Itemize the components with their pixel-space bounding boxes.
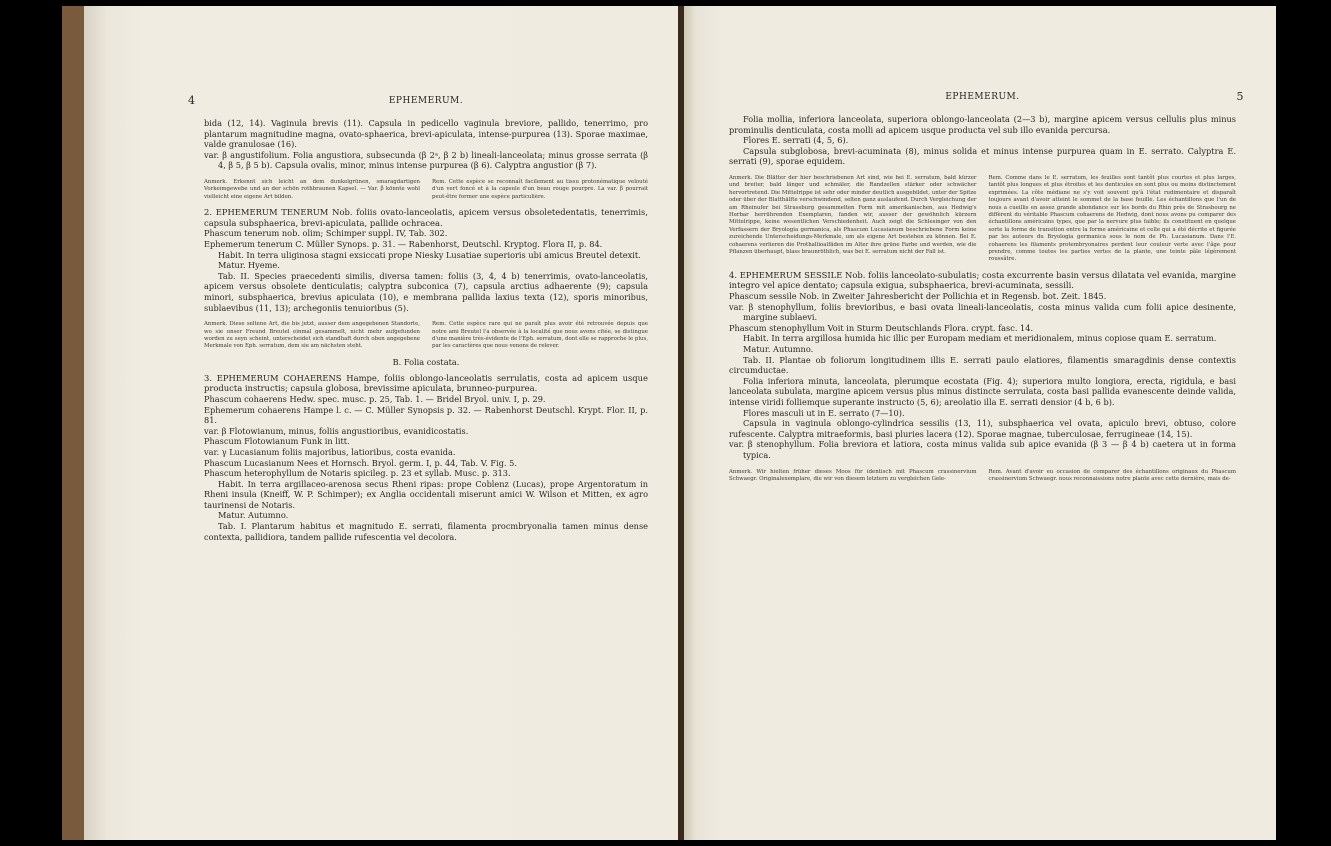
- body-line: var. β angustifolium. Folia angustiora, subsecunda (β 2ᵃ, β 2 b) lineali-lanceolata; minus grosse serrata (β 4, β 5, β 5 b). Capsula ovalis, minor, minus intense purpurea (β 6). Calyptra angustior (β 7).: [204, 149, 648, 171]
- body-line: Phascum sessile Nob. in Zweiter Jahresbericht der Pollichia et in Regensb. bot. Zeit. 1845.: [729, 291, 1107, 302]
- body-line: Tab. II. Plantae ob foliorum longitudinem illis E. serrati paulo elatiores, filamentis smaragdinis dense contextis circumductae.: [729, 354, 1236, 376]
- footnotes: [204, 179, 648, 201]
- body-line: var. γ Lucasianum foliis majoribus, latioribus, costa evanida.: [204, 446, 456, 457]
- left-running-title: EPHEMERUM.: [388, 96, 464, 106]
- note-german: Anmerk. Die Blätter der hier beschriebenen Art sind, wie bei E. serratum, bald kürzer und breiter, bald länger und schmäler, die Randzellen stärker oder schwächer hervortretend. Die Mittelrippe ist sehr oder minder deutlich ausgebildet, unter der Spitze oder über der Blatthälfte verschwindend, selten ganz auslaufend. Durch Vergleichung der am Rheinufer bei Strassburg gesammelten Form mit amerikanischen, aus Hedwig's Herbar herrührenden Exemplaren, fanden wir, ausser der gewöhnlich kürzern Mittelrippe, keine wesentlichen Verschiedenheit. Auch zeigt die Schlesinger von den Verfassern der Bryologia germanica, als Phascum Lucasianum beschriebene Form keine zureichende Unterscheidungs-Merkmale, um als eigene Art bestehen zu können. Bei E. cohaerens verlieren die Prothallioalfäden im Alter ihre grüne Farbe und werden, wie die Pflanzen überhaupt, blass braunröthlich, was bei E. serratum nicht der Fall ist.: [729, 174, 977, 256]
- body-line: Ephemerum tenerum C. Müller Synops. p. 31. — Rabenhorst, Deutschl. Kryptog. Flora II, p. 84.: [204, 238, 603, 249]
- body-line: var. β Flotowianum, minus, foliis angustioribus, evanidicostatis.: [204, 425, 469, 436]
- right-running-title: EPHEMERUM.: [945, 92, 1020, 102]
- body-line: var. β stenophyllum, foliis brevioribus, e basi ovata lineali-lanceolatis, costa minus valida cum folii apice desinente, margine sublaevi.: [729, 301, 1236, 323]
- footnotes: [729, 469, 1236, 484]
- body-line: Folia inferiora minuta, lanceolata, plerumque ecostata (Fig. 4); superiora multo longiora, erecta, rigidula, e basi lanceolata subulata, margine apicem versus plus minus distincte serrulata, costa basi pallida evanescente deinde valida, intense viridi folliemque superante instructo (5, 6); areolatio illa E. serrati densior (4 b, 6 b).: [729, 375, 1236, 407]
- note-french: Rem. Cette espèce se reconnaît facilement au tissu protonématique velouté d'un vert foncé et à la capsule d'un beau rouge pourpre. La var. β pourrait peut-être former une espèce particulière.: [432, 178, 648, 200]
- footnotes: [204, 321, 648, 351]
- body-line: var. β stenophyllum. Folia breviora et latiora, costa minus valida sub apice evanida (β 3 — β 4 b) caetera ut in forma typica.: [729, 439, 1236, 460]
- body-line: Matur. Autumno.: [218, 510, 289, 521]
- species-heading: 4. EPHEMERUM SESSILE Nob. foliis lanceolato-subulatis; costa excurrente basin versus dilatata vel evanida, margine integro vel apice dentato; capsula exigua, subsphaerica, brevi-acuminata, sessili.: [729, 269, 1236, 291]
- species-heading: 2. EPHEMERUM TENERUM Nob. foliis ovato-lanceolatis, apicem versus obsoletedentatis, tenerrimis, capsula subsphaerica, brevi-apiculata, pallide ochracea.: [204, 207, 648, 228]
- species-heading: 3. EPHEMERUM COHAERENS Hampe, foliis oblongo-lanceolatis serrulatis, costa ad apicem usque producta instructis; capsula globosa, brevissime apiculata, brunneo-purpurea.: [204, 372, 648, 394]
- body-line: Habit. In terra argillaceo-arenosa secus Rheni ripas: prope Coblenz (Lucas), prope Argentoratum in Rheni insula (Kneiff, W. P. Schimper); ex Anglia occidentali miserunt amici W. Wilson et Mitten, ex agro taurinensi de Notaris.: [204, 478, 648, 510]
- body-line: Phascum Flotowianum Funk in litt.: [204, 436, 350, 447]
- body-line: Flores masculi ut in E. serrato (7—10).: [743, 407, 905, 418]
- body-line: Phascum cohaerens Hedw. spec. musc. p. 25, Tab. 1. — Bridel Bryol. univ. I, p. 29.: [204, 393, 546, 404]
- note-german: Anmerk. Wir hielten früher dieses Moos für identisch mit Phascum crassinervium Schwaegr. Originalexemplare, die wir von diesem letztern zu vergleichen Gele-: [729, 468, 977, 482]
- note-german: Anmerk. Erkennt sich leicht an dem dunkelgrünen, smaragdartigen Vorkeimgewebe und an der schön rothbraunen Kapsel. — Var. β könnte wohl vielleicht eine eigene Art bilden.: [204, 178, 420, 200]
- note-french: Rem. Avant d'avoir eu occasion de comparer des échantillons originaux du Phascum crassinervium Schwaegr. nous reconnaissions notre plante avec cette dernière, mais de-: [988, 468, 1236, 482]
- body-line: Ephemerum cohaerens Hampe l. c. — C. Müller Synopsis p. 32. — Rabenhorst Deutschl. Krypt. Flor. II, p. 81.: [204, 404, 648, 426]
- right-page: [684, 6, 1276, 840]
- body-line: Phascum heterophyllum de Notaris spicileg. p. 23 et syllab. Musc. p. 313.: [204, 468, 511, 479]
- body-line: bida (12, 14). Vaginula brevis (11). Capsula in pedicello vaginula breviore, pallido, tenerrimo, pro plantarum magnitudine magna, ovato-sphaerica, brevi-apiculata, intense-purpurea (13). Sporae maximae, valde granulosae (16).: [204, 118, 648, 150]
- body-line: Tab. I. Plantarum habitus et magnitudo E. serrati, filamenta procmbryonalia tamen minus dense contexta, pallidiora, tandem pallide rufescentia vel decolora.: [204, 521, 648, 542]
- footnotes: [729, 175, 1236, 264]
- body-line: Tab. II. Species praecedenti similis, diversa tamen: foliis (3, 4, 4 b) tenerrimis, ovato-lanceolatis, apicem versus obsolete denticulatis; calyptra subconica (7), capsula arctius adhaerente (9); capsula minori, subsphaerica, brevius apiculata (10), e membrana pallida laxius texta (12), sporis minoribus, sublaevibus (11, 13); archegoniis tenuioribus (5).: [204, 270, 648, 313]
- body-line: Capsula subglobosa, brevi-acuminata (8), minus solida et minus intense purpurea quam in E. serrato. Calyptra E. serrati (9), sporae equidem.: [729, 145, 1236, 167]
- body-line: Matur. Autumno.: [743, 344, 814, 354]
- left-page-number: 4: [188, 94, 196, 107]
- body-line: Folia mollia, inferiora lanceolata, superiora oblongo-lanceolata (2—3 b), margine apicem versus cellulis plus minus prominulis denticulata, costa molli ad apicem usque producta vel sub illo evanida percursa.: [729, 114, 1236, 135]
- body-line: Phascum stenophyllum Voit in Sturm Deutschlands Flora. crypt. fasc. 14.: [729, 322, 1034, 333]
- section-heading: B. Folia costata.: [392, 356, 460, 367]
- right-page-header: [729, 90, 1244, 114]
- body-line: Habit. In terra argillosa humida hic illic per Europam mediam et meridionalem, minus copiose quam E. serratum.: [743, 333, 1217, 344]
- note-french: Rem. Cette espèce rare qui ne paraît plus avoir été retrouvée depuis que notre ami Breutel l'a observée à la localité que nous avons citée, se distingue d'une manière très-évidente de l'Eph. serratum, dont elle se rapproche le plus, par les caractères que nous venons de relever.: [432, 321, 648, 350]
- book-spread: [62, 6, 1276, 840]
- right-page-number: 5: [1236, 90, 1244, 103]
- body-line: Flores E. serrati (4, 5, 6).: [743, 135, 849, 146]
- note-french: Rem. Comme dans le E. serratum, les feuilles sont tantôt plus courtes et plus larges, tantôt plus longues et plus étroites et les denticules en sont plus ou moins distinctement exprimées. La côte médiane ne s'y voit souvent qu'à l'état rudimentaire et disparaît toujours avant d'avoir atteint le sommet de la base feuille. Les échantillons que l'un de nous a cueillis en assez grande abondance sur les bords du Rhin près de Strasbourg ne diffèrent du véritable Phascum cohaerens de Hedwig, dont nous avons pu comparer des échantillons américains types, que par la nervure plus faible; ils constituent en quelque sorte la forme de transition entre la forme américaine et celle qui a été décrite et figurée par les auteurs du Bryologia germanica sous le nom de Ph. Lucasianum. Dans l'E. cohaerens les filaments protembryonaires perdent leur couleur verte avec l'âge pour prendre, comme toutes les parties vertes de la plante, une teinte pâle légèrement roussâtre.: [988, 174, 1236, 263]
- left-page-header: [188, 94, 648, 118]
- body-line: Phascum Lucasianum Nees et Hornsch. Bryol. germ. I, p. 44, Tab. V. Fig. 5.: [204, 457, 517, 468]
- left-page: [62, 6, 678, 840]
- body-line: Matur. Hyeme.: [218, 260, 280, 271]
- note-german: Anmerk. Diese seltene Art, die bis jetzt, ausser dem angegebenen Standorte, wo sie unser Freund Breutel einmal gesammelt, nicht mehr aufgefunden worden zu seyn scheint, unterscheidet sich standhaft durch oben angegebene Merkmale von Eph. serratum, dem sie am nächsten steht.: [204, 321, 420, 350]
- body-line: Phascum tenerum nob. olim; Schimper suppl. IV, Tab. 302.: [204, 228, 448, 239]
- body-line: Capsula in vaginula oblongo-cylindrica sessilis (13, 11), subsphaerica vel ovata, apiculo brevi, obtuso, colore rufescente. Calyptra mitraeformis, basi pluries lacera (12). Sporae magnae, tuberculosae, ferrugineae (14, 15).: [729, 418, 1236, 439]
- body-line: Habit. In terra uliginosa stagni exsiccati prope Niesky Lusatiae superioris ubi amicus Breutel detexit.: [218, 249, 641, 260]
